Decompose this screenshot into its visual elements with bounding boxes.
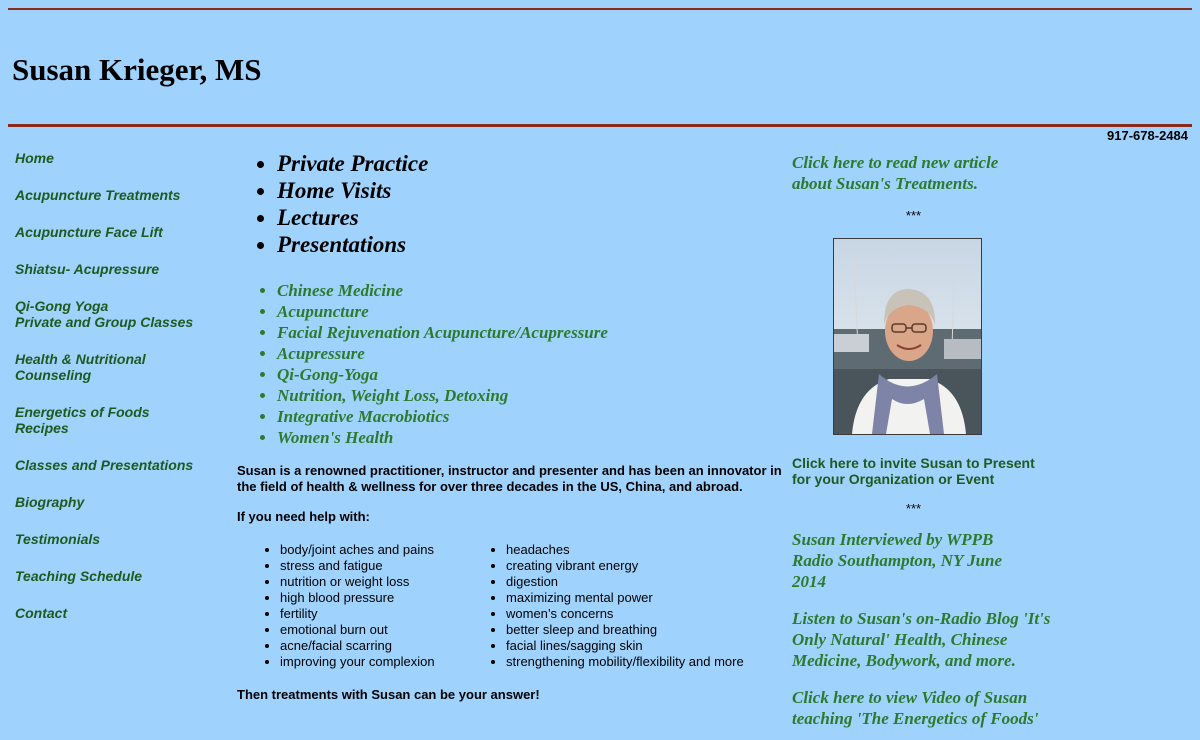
list-item: • strengthening mobility/flexibility and more: [506, 654, 744, 670]
intro-paragraph: Susan is a renowned practitioner, instructor and presenter and has been an innovator in the field of health & wellness for over three decades in the US, China, and abroad.: [237, 463, 782, 494]
list-item: • creating vibrant energy: [506, 558, 744, 574]
list-item: • Integrative Macrobiotics: [277, 406, 787, 427]
video-link[interactable]: Click here to view Video of Susan teaching 'The Energetics of Foods': [792, 688, 1039, 728]
list-item: • Private Practice: [277, 150, 787, 177]
list-item: • Chinese Medicine: [277, 280, 787, 301]
list-item: • Facial Rejuvenation Acupuncture/Acupressure: [277, 322, 787, 343]
list-item: • Home Visits: [277, 177, 787, 204]
main-content: [237, 150, 787, 703]
radio-blog-link[interactable]: Listen to Susan's on-Radio Blog 'It's Only Natural' Health, Chinese Medicine, Bodywork, and more.: [792, 609, 1051, 670]
list-item: • Nutrition, Weight Loss, Detoxing: [277, 385, 787, 406]
nav-health-nutritional-counseling[interactable]: Health & Nutritional Counseling: [15, 351, 146, 383]
list-item: • high blood pressure: [280, 590, 463, 606]
specialties-list: [237, 280, 787, 448]
nav-contact[interactable]: Contact: [15, 605, 68, 621]
list-item: • digestion: [506, 574, 744, 590]
separator-stars: ***: [905, 501, 922, 516]
nav-classes-presentations[interactable]: Classes and Presentations: [15, 457, 194, 473]
nav-teaching-schedule[interactable]: Teaching Schedule: [15, 568, 143, 584]
list-item: • women’s concerns: [506, 606, 744, 622]
portrait-photo-icon: [834, 239, 981, 434]
list-item: • stress and fatigue: [280, 558, 463, 574]
list-item: • Presentations: [277, 231, 787, 258]
invite-link[interactable]: Click here to invite Susan to Present for your Organization or Event: [792, 455, 1035, 487]
sidebar-nav: [15, 150, 230, 642]
header-divider: [8, 124, 1192, 127]
nav-acupuncture-treatments[interactable]: Acupuncture Treatments: [15, 187, 181, 203]
separator-stars: ***: [905, 208, 922, 223]
list-item: • better sleep and breathing: [506, 622, 744, 638]
list-item: • fertility: [280, 606, 463, 622]
site-title: Susan Krieger, MS: [12, 52, 262, 87]
top-divider: [8, 8, 1192, 10]
right-sidebar: [792, 152, 1057, 729]
help-heading: If you need help with:: [237, 509, 370, 524]
help-columns: [237, 542, 787, 670]
list-item: • facial lines/sagging skin: [506, 638, 744, 654]
list-item: • maximizing mental power: [506, 590, 744, 606]
list-item: • acne/facial scarring: [280, 638, 463, 654]
list-item: • Acupressure: [277, 343, 787, 364]
list-item: • emotional burn out: [280, 622, 463, 638]
services-list: [237, 150, 787, 258]
nav-qi-gong-yoga[interactable]: Qi-Gong Yoga Private and Group Classes: [15, 298, 194, 330]
closing-statement: Then treatments with Susan can be your answer!: [237, 687, 540, 702]
interview-link[interactable]: Susan Interviewed by WPPB Radio Southampton, NY June 2014: [792, 530, 1003, 591]
list-item: • Acupuncture: [277, 301, 787, 322]
nav-home[interactable]: Home: [15, 150, 54, 166]
phone-number: 917-678-2484: [1107, 128, 1188, 143]
article-link[interactable]: Click here to read new article about Susan's Treatments.: [792, 153, 999, 193]
nav-energetics-of-foods[interactable]: Energetics of Foods Recipes: [15, 404, 150, 436]
list-item: • Lectures: [277, 204, 787, 231]
portrait-photo: [833, 238, 982, 435]
nav-biography[interactable]: Biography: [15, 494, 85, 510]
list-item: • improving your complexion: [280, 654, 463, 670]
list-item: • Women's Health: [277, 427, 787, 448]
nav-testimonials[interactable]: Testimonials: [15, 531, 101, 547]
nav-acupuncture-face-lift[interactable]: Acupuncture Face Lift: [15, 224, 163, 240]
help-list-right: [463, 542, 744, 670]
help-list-left: [237, 542, 463, 670]
list-item: • headaches: [506, 542, 744, 558]
list-item: • body/joint aches and pains: [280, 542, 463, 558]
list-item: • Qi-Gong-Yoga: [277, 364, 787, 385]
nav-shiatsu-acupressure[interactable]: Shiatsu- Acupressure: [15, 261, 160, 277]
list-item: • nutrition or weight loss: [280, 574, 463, 590]
